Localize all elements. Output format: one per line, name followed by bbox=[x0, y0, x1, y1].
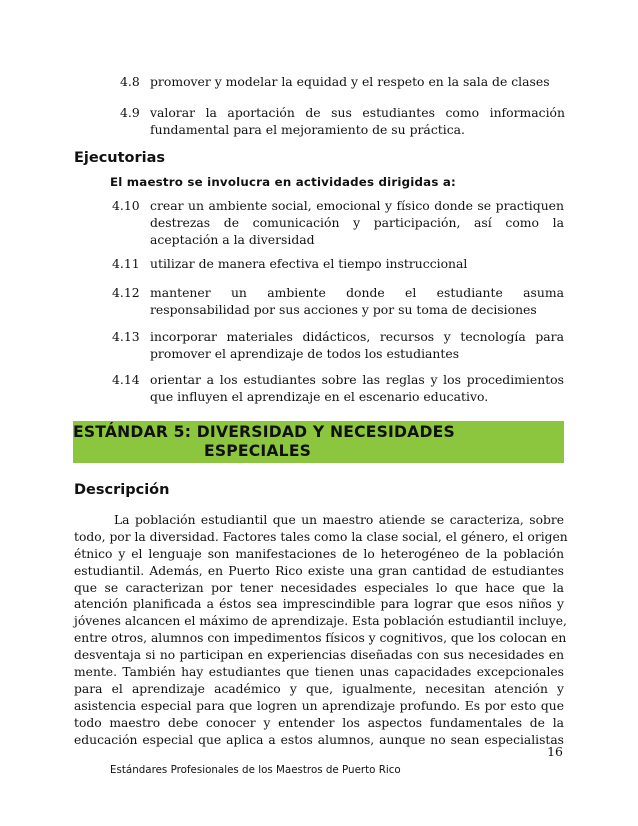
item-text: promover y modelar la equidad y el respeto en la sala de clases bbox=[150, 74, 550, 89]
page-number: 16 bbox=[547, 744, 563, 759]
item-text: mantener un ambiente donde el estudiante asuma responsabilidad por sus acciones y por su toma de decisiones bbox=[150, 285, 564, 317]
list-item bbox=[120, 73, 565, 90]
paragraph-line: estudiantil. Además, en Puerto Rico existe una gran cantidad de estudiantes bbox=[74, 563, 564, 578]
paragraph-line: atención planificada a éstos sea imprescindible para lograr que esos niños y bbox=[74, 597, 564, 612]
item-number: 4.8 bbox=[120, 74, 140, 89]
item-text: incorporar materiales didácticos, recursos y tecnología para promover el aprendizaje de todos los estudiantes bbox=[150, 329, 564, 361]
paragraph-line: educación especial que aplica a estos alumnos, aunque no sean especialistas bbox=[74, 732, 564, 747]
paragraph-line: entre otros, alumnos con impedimentos físicos y cognitivos, que los colocan en bbox=[74, 631, 567, 646]
paragraph-line: jóvenes alcancen el máximo de aprendizaje. Esta población estudiantil incluye, bbox=[74, 614, 567, 629]
paragraph-line: desventaja si no participan en experiencias diseñadas con sus necesidades en bbox=[74, 648, 564, 663]
list-item bbox=[112, 371, 564, 405]
item-text: orientar a los estudiantes sobre las reglas y los procedimientos que influyen el aprendizaje en el escenario educativo. bbox=[150, 372, 564, 404]
ejecutorias-intro: El maestro se involucra en actividades dirigidas a: bbox=[110, 175, 456, 189]
list-item bbox=[120, 104, 565, 138]
paragraph-line: para el aprendizaje académico y que, igualmente, necesitan atención y bbox=[74, 681, 564, 696]
item-text: valorar la aportación de sus estudiantes como información fundamental para el mejoramiento de su práctica. bbox=[150, 105, 565, 137]
list-item bbox=[112, 284, 564, 318]
item-number: 4.10 bbox=[112, 198, 140, 213]
paragraph-line: todo, por la diversidad. Factores tales como la clase social, el género, el origen bbox=[74, 529, 568, 544]
list-item bbox=[112, 255, 564, 272]
paragraph-line: étnico y el lenguaje son manifestaciones de lo heterogéneo de la población bbox=[74, 546, 564, 561]
paragraph-line: mente. También hay estudiantes que tienen unas capacidades excepcionales bbox=[74, 665, 564, 680]
item-number: 4.13 bbox=[112, 329, 140, 344]
standard-title-line2: ESPECIALES bbox=[204, 442, 312, 460]
item-number: 4.11 bbox=[112, 256, 140, 271]
list-item bbox=[112, 197, 564, 248]
item-number: 4.12 bbox=[112, 285, 140, 300]
section-heading-descripcion: Descripción bbox=[74, 482, 170, 498]
item-number: 4.14 bbox=[112, 372, 140, 387]
paragraph-line: La población estudiantil que un maestro atiende se caracteriza, sobre bbox=[114, 513, 564, 527]
standard-title-line1: ESTÁNDAR 5: DIVERSIDAD Y NECESIDADES bbox=[73, 423, 455, 441]
item-text: crear un ambiente social, emocional y físico donde se practiquen destrezas de comunicación y participación, así como la aceptación a la diversidad bbox=[150, 198, 564, 247]
paragraph-line: todo maestro debe conocer y entender los aspectos fundamentales de la bbox=[74, 715, 564, 730]
paragraph-line: que se caracterizan por tener necesidades especiales lo que hace que la bbox=[74, 580, 564, 595]
section-heading-ejecutorias: Ejecutorias bbox=[74, 150, 166, 166]
list-item bbox=[112, 328, 564, 362]
item-number: 4.9 bbox=[120, 105, 140, 120]
paragraph-line: asistencia especial para que logren un aprendizaje profundo. Es por esto que bbox=[74, 698, 564, 713]
item-text: utilizar de manera efectiva el tiempo instruccional bbox=[150, 256, 468, 271]
standard-banner bbox=[73, 421, 564, 463]
descripcion-paragraph bbox=[74, 512, 568, 748]
page-footer: Estándares Profesionales de los Maestros de Puerto Rico bbox=[110, 764, 401, 776]
